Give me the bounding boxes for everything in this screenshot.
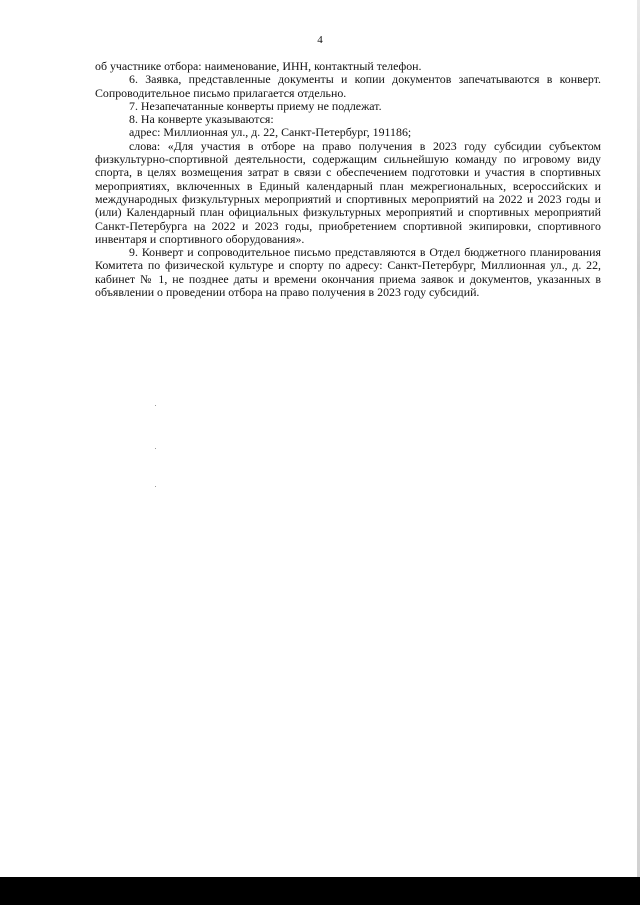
scan-artifact bbox=[155, 405, 156, 406]
scan-bottom-border bbox=[0, 877, 640, 905]
paragraph-item-9: 9. Конверт и сопроводительное письмо представляются в Отдел бюджетного планирования Комитета по физической культуре и спорту по адресу: Санкт-Петербург, Миллионная ул., д. 22, кабинет № 1, не позднее даты и времени окончания приема заявок и документов, указанных в объявлении о проведении отбора на право получения в 2023 году субсидий. bbox=[95, 245, 601, 300]
document-body bbox=[95, 60, 601, 299]
scan-artifact bbox=[155, 486, 156, 487]
paragraph-item-8: 8. На конверте указываются: bbox=[129, 112, 274, 127]
page-number: 4 bbox=[317, 34, 323, 46]
scan-artifact bbox=[155, 448, 156, 449]
paragraph-envelope-address: адрес: Миллионная ул., д. 22, Санкт-Петербург, 191186; bbox=[129, 125, 412, 140]
paragraph-envelope-words: слова: «Для участия в отборе на право получения в 2023 году субсидии субъектом физкультурно-спортивной деятельности, содержащим сильнейшую команду по игровому виду спорта, в целях возмещения затрат в связи с обеспечением подготовки и участия в спортивных мероприятиях, включенных в Единый календарный план межрегиональных, всероссийских и международных физкультурных мероприятий и спортивных мероприятий на 2022 и 2023 годы и (или) Календарный план официальных физкультурных мероприятий и спортивных мероприятий Санкт-Петербурга на 2022 и 2023 годы, приобретением спортивной экипировки, спортивного инвентаря и спортивного оборудования». bbox=[95, 138, 601, 246]
paragraph-item-6: 6. Заявка, представленные документы и копии документов запечатываются в конверт. Сопроводительное письмо прилагается отдельно. bbox=[95, 72, 601, 100]
paragraph-item-7: 7. Незапечатанные конверты приему не подлежат. bbox=[129, 98, 382, 113]
paragraph-participant-info-continuation: об участнике отбора: наименование, ИНН, контактный телефон. bbox=[95, 59, 422, 73]
